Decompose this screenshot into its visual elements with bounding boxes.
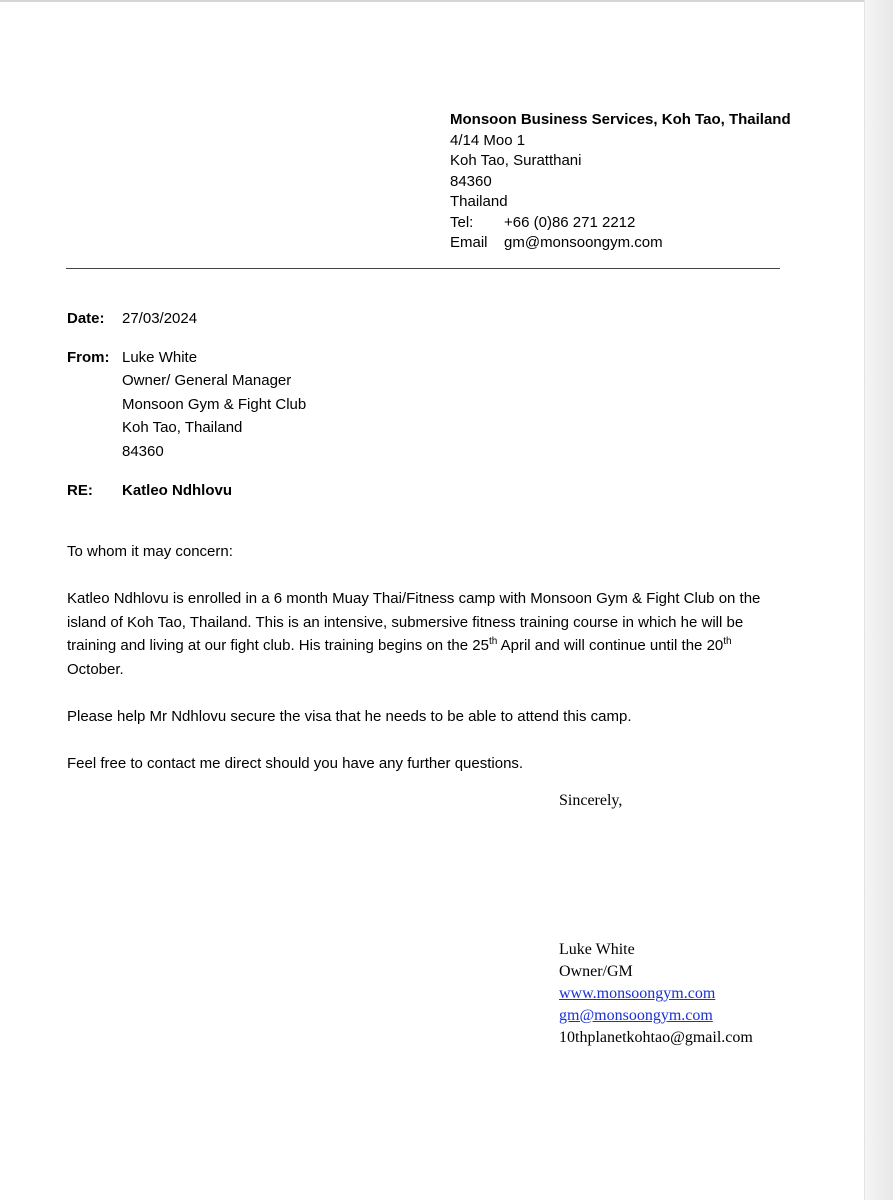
address-postcode: 84360 [450,172,492,190]
email-value: gm@monsoongym.com [504,234,663,251]
paragraph-enrollment-part-1: Katleo Ndhlovu is enrolled in a 6 month Muay Thai/Fitness camp with Monsoon Gym & Fight Club on the island of Koh Tao, Thailand. This is an intensive, submersive fitness training course in which he will be training and living at our fight club. His training begins on the 25 [67,590,761,655]
website-link[interactable]: www.monsoongym.com [559,985,716,1002]
email-link[interactable]: gm@monsoongym.com [559,1007,713,1024]
ordinal-suffix-start: th [488,636,498,648]
address-line-1: 4/14 Moo 1 [450,131,526,149]
paragraph-visa-request: Please help Mr Ndhlovu secure the visa that he needs to be able to attend this camp. [67,708,632,725]
tel-row [450,213,791,234]
re-label: RE: [67,482,93,499]
page-right-margin [864,0,893,1200]
salutation: To whom it may concern: [67,543,233,560]
from-postcode: 84360 [122,442,164,460]
from-block [122,346,306,463]
signer-title: Owner/GM [559,963,633,980]
date-value: 27/03/2024 [122,310,198,327]
date-label: Date: [67,310,105,327]
email-label: Email [450,234,488,251]
tel-value: +66 (0)86 271 2212 [504,213,636,231]
tel-label: Tel: [450,213,474,231]
secondary-email: 10thplanetkohtao@gmail.com [559,1029,753,1046]
re-value: Katleo Ndhlovu [122,482,233,499]
address-line-2: Koh Tao, Suratthani [450,152,582,169]
page-top-edge [0,0,865,2]
signer-name: Luke White [559,941,635,958]
paragraph-enrollment [67,587,787,681]
email-row [450,233,791,254]
address-country: Thailand [450,193,508,210]
company-name: Monsoon Business Services, Koh Tao, Thailand [450,111,791,128]
paragraph-enrollment-part-2: April and will continue until the 20 [497,637,724,655]
paragraph-enrollment-part-3: October. [67,660,124,678]
closing: Sincerely, [559,792,623,809]
from-location: Koh Tao, Thailand [122,419,243,437]
from-name: Luke White [122,349,198,366]
ordinal-suffix-end: th [723,636,732,648]
letterhead [450,110,791,254]
from-label: From: [67,349,110,366]
header-divider [66,268,780,269]
from-title: Owner/ General Manager [122,372,292,390]
signature-block [559,939,753,1049]
paragraph-contact: Feel free to contact me direct should you have any further questions. [67,755,524,772]
from-organization: Monsoon Gym & Fight Club [122,395,307,413]
